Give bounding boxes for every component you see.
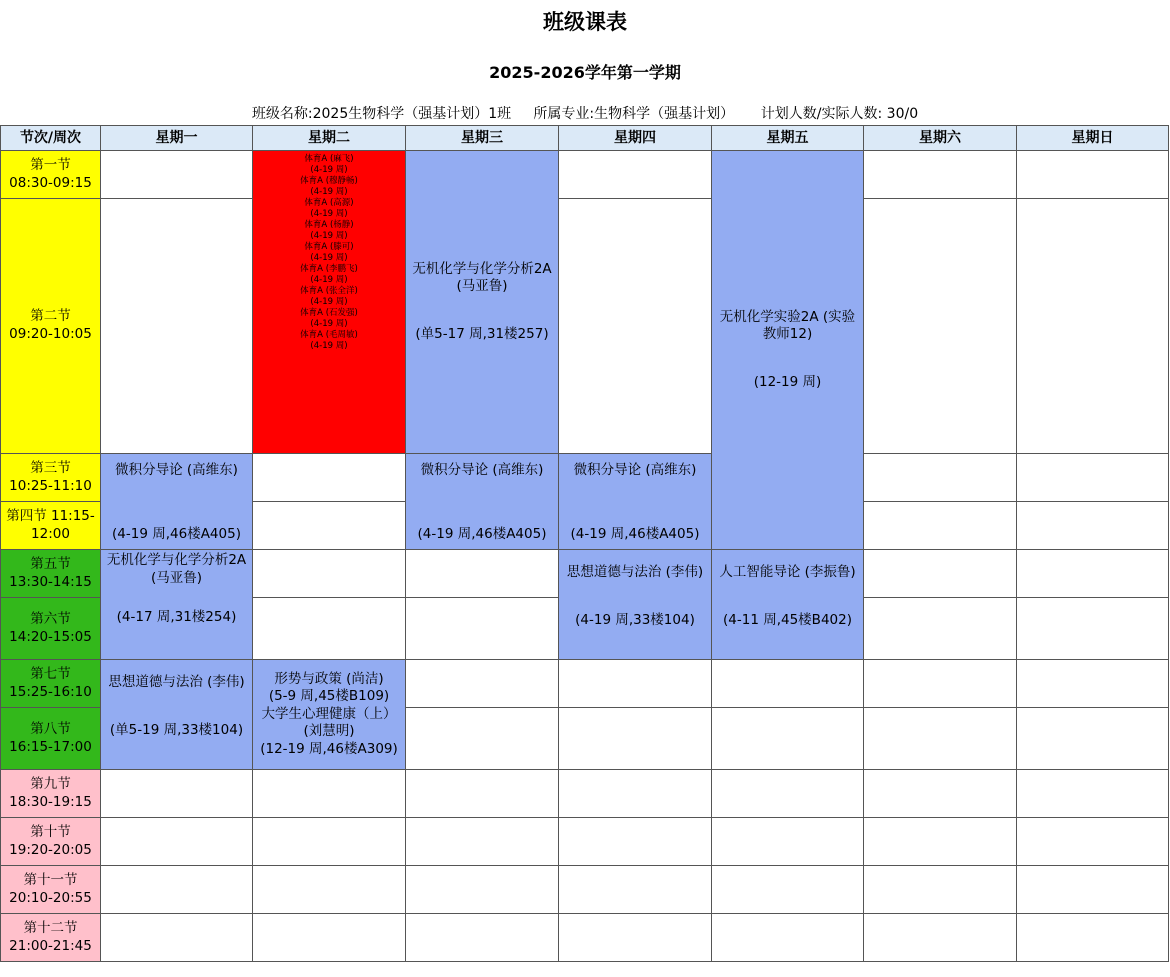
course-cell-chem[interactable] xyxy=(406,151,559,454)
empty-cell xyxy=(712,866,864,914)
course-name: 大学生心理健康（上）(刘慧明) xyxy=(261,705,397,740)
day-header-fri: 星期五 xyxy=(712,126,864,151)
period-time: 20:10-20:55 xyxy=(9,889,92,906)
course-detail: (单5-19 周,33楼104) xyxy=(109,721,244,738)
pe-entry: (4-19 周) xyxy=(310,275,348,285)
empty-cell xyxy=(559,151,712,199)
day-header-thu: 星期四 xyxy=(559,126,712,151)
empty-cell xyxy=(864,660,1017,708)
course-cell-policy-psych[interactable] xyxy=(253,660,406,770)
empty-cell xyxy=(101,199,253,454)
empty-cell xyxy=(559,866,712,914)
empty-cell xyxy=(253,770,406,818)
course-detail: (单5-17 周,31楼257) xyxy=(415,325,549,342)
empty-cell xyxy=(253,818,406,866)
empty-cell xyxy=(864,818,1017,866)
period-name: 第三节 xyxy=(30,459,71,476)
empty-cell xyxy=(1017,550,1169,598)
period-cell xyxy=(1,454,101,502)
period-row xyxy=(1,199,1169,454)
semester-title: 2025-2026学年第一学期 xyxy=(489,63,681,82)
empty-cell xyxy=(864,550,1017,598)
day-header-tue: 星期二 xyxy=(253,126,406,151)
empty-cell xyxy=(559,818,712,866)
empty-cell xyxy=(253,454,406,502)
empty-cell xyxy=(864,914,1017,962)
period-time: 09:20-10:05 xyxy=(9,326,92,342)
empty-cell xyxy=(864,770,1017,818)
course-cell-calculus[interactable] xyxy=(101,454,253,550)
day-header-sun: 星期日 xyxy=(1017,126,1169,151)
pe-entry: (4-19 周) xyxy=(310,253,348,263)
course-name: 微积分导论 (高维东) xyxy=(115,462,238,478)
empty-cell xyxy=(1017,914,1169,962)
period-time: 21:00-21:45 xyxy=(9,937,92,954)
period-row xyxy=(1,914,1169,962)
course-detail: (4-11 周,45楼B402) xyxy=(723,611,852,628)
period-cell xyxy=(1,708,101,770)
course-detail: (4-19 周,33楼104) xyxy=(575,611,695,628)
period-name: 第四节 11:15- xyxy=(6,507,95,524)
course-name: 无机化学实验2A (实验教师12) xyxy=(719,308,856,343)
empty-cell xyxy=(1017,598,1169,660)
course-name: 思想道德与法治 (李伟) xyxy=(108,674,245,690)
empty-cell xyxy=(406,770,559,818)
day-header-sat: 星期六 xyxy=(864,126,1017,151)
course-cell-moral[interactable] xyxy=(101,660,253,770)
course-name: 微积分导论 (高维东) xyxy=(573,462,697,478)
course-block xyxy=(559,462,711,543)
pe-entry: 体育A (张全洋) xyxy=(300,286,358,296)
pe-entry: (4-19 周) xyxy=(310,209,348,219)
course-detail: (4-19 周,46楼A405) xyxy=(570,525,700,542)
course-cell-pe[interactable] xyxy=(253,151,406,454)
course-detail: (4-19 周,46楼A405) xyxy=(417,525,547,542)
empty-cell xyxy=(101,818,253,866)
course-cell-chem-lab[interactable] xyxy=(712,151,864,550)
period-cell xyxy=(1,660,101,708)
period-time: 15:25-16:10 xyxy=(9,683,92,700)
period-name: 第八节 xyxy=(30,720,71,737)
period-name: 第九节 xyxy=(30,775,71,792)
pe-entry: (4-19 周) xyxy=(310,187,348,197)
course-block xyxy=(253,671,405,759)
period-name: 第五节 xyxy=(30,555,71,572)
empty-cell xyxy=(1017,151,1169,199)
empty-cell xyxy=(101,151,253,199)
period-time: 13:30-14:15 xyxy=(9,573,92,590)
empty-cell xyxy=(253,866,406,914)
empty-cell xyxy=(712,770,864,818)
empty-cell xyxy=(712,818,864,866)
period-cell xyxy=(1,818,101,866)
empty-cell xyxy=(864,598,1017,660)
period-cell xyxy=(1,598,101,660)
period-row xyxy=(1,550,1169,598)
period-name: 第十一节 xyxy=(23,871,78,888)
course-detail: (12-19 周,46楼A309) xyxy=(260,740,398,757)
pe-entry: 体育A (毛周敏) xyxy=(300,330,358,340)
pe-entry: (4-19 周) xyxy=(310,341,348,351)
course-cell-ai[interactable] xyxy=(712,550,864,660)
pe-entry: 体育A (杨静) xyxy=(304,220,354,230)
empty-cell xyxy=(1017,502,1169,550)
timetable xyxy=(0,125,1169,962)
empty-cell xyxy=(864,502,1017,550)
empty-cell xyxy=(1017,770,1169,818)
course-block xyxy=(101,462,252,543)
empty-cell xyxy=(253,598,406,660)
empty-cell xyxy=(406,708,559,770)
course-block xyxy=(559,564,711,629)
period-row xyxy=(1,818,1169,866)
period-time: 16:15-17:00 xyxy=(9,738,92,755)
empty-cell xyxy=(1017,199,1169,454)
pe-course-list xyxy=(253,151,405,352)
pe-entry: (4-19 周) xyxy=(310,319,348,329)
empty-cell xyxy=(253,914,406,962)
empty-cell xyxy=(864,454,1017,502)
empty-cell xyxy=(101,770,253,818)
empty-cell xyxy=(864,866,1017,914)
period-time: 19:20-20:05 xyxy=(9,841,92,858)
course-name: 无机化学与化学分析2A (马亚鲁) xyxy=(106,552,247,586)
course-block xyxy=(101,552,252,627)
page-title: 班级课表 xyxy=(543,10,627,34)
empty-cell xyxy=(559,770,712,818)
period-time: 14:20-15:05 xyxy=(9,628,92,645)
empty-cell xyxy=(101,914,253,962)
empty-cell xyxy=(1017,454,1169,502)
day-header-wed: 星期三 xyxy=(406,126,559,151)
empty-cell xyxy=(559,660,712,708)
empty-cell xyxy=(253,550,406,598)
period-name: 第二节 xyxy=(30,308,71,325)
period-time: 12:00 xyxy=(31,525,70,542)
header-row xyxy=(1,126,1169,151)
empty-cell xyxy=(406,550,559,598)
course-block xyxy=(712,564,863,629)
period-row xyxy=(1,454,1169,502)
course-name: 人工智能导论 (李振鲁) xyxy=(719,564,856,580)
pe-entry: 体育A (麻飞) xyxy=(304,154,354,164)
period-row xyxy=(1,866,1169,914)
course-detail: (4-17 周,31楼254) xyxy=(116,609,237,626)
empty-cell xyxy=(712,708,864,770)
course-block xyxy=(406,261,558,344)
empty-cell xyxy=(559,708,712,770)
course-block xyxy=(101,674,252,739)
period-name: 第六节 xyxy=(30,610,71,627)
period-cell xyxy=(1,770,101,818)
empty-cell xyxy=(864,708,1017,770)
course-cell-moral[interactable] xyxy=(559,550,712,660)
period-name: 第十二节 xyxy=(23,919,78,936)
course-block xyxy=(406,462,558,543)
course-detail: (5-9 周,45楼B109) xyxy=(268,688,390,705)
empty-cell xyxy=(1017,866,1169,914)
empty-cell xyxy=(864,151,1017,199)
course-cell-calculus[interactable] xyxy=(559,454,712,550)
period-name: 第七节 xyxy=(30,665,71,682)
empty-cell xyxy=(406,914,559,962)
course-detail: (12-19 周) xyxy=(753,373,822,390)
empty-cell xyxy=(101,866,253,914)
period-name: 第一节 xyxy=(30,156,71,173)
pe-entry: 体育A (石发强) xyxy=(300,308,358,318)
period-cell xyxy=(1,199,101,454)
pe-entry: (4-19 周) xyxy=(310,297,348,307)
empty-cell xyxy=(864,199,1017,454)
period-cell xyxy=(1,550,101,598)
pe-entry: 体育A (高源) xyxy=(304,198,354,208)
pe-entry: 体育A (李鹏飞) xyxy=(300,264,358,274)
empty-cell xyxy=(712,914,864,962)
course-cell-calculus[interactable] xyxy=(406,454,559,550)
class-info: 班级名称:2025生物科学（强基计划）1班 所属专业:生物科学（强基计划） 计划人数/实际人数: 30/0 xyxy=(251,106,919,122)
empty-cell xyxy=(406,818,559,866)
period-time: 18:30-19:15 xyxy=(9,793,92,810)
empty-cell xyxy=(559,914,712,962)
period-row xyxy=(1,151,1169,199)
empty-cell xyxy=(406,866,559,914)
pe-entry: (4-19 周) xyxy=(310,165,348,175)
empty-cell xyxy=(406,598,559,660)
period-cell xyxy=(1,151,101,199)
period-cell xyxy=(1,866,101,914)
empty-cell xyxy=(406,660,559,708)
pe-entry: (4-19 周) xyxy=(310,231,348,241)
empty-cell xyxy=(1017,660,1169,708)
period-cell xyxy=(1,502,101,550)
period-cell xyxy=(1,914,101,962)
corner-header: 节次/周次 xyxy=(1,126,101,151)
empty-cell xyxy=(253,502,406,550)
period-time: 08:30-09:15 xyxy=(9,174,92,191)
course-cell-chem[interactable] xyxy=(101,550,253,660)
period-row xyxy=(1,770,1169,818)
course-name: 无机化学与化学分析2A (马亚鲁) xyxy=(412,260,552,295)
course-name: 形势与政策 (尚洁) xyxy=(274,670,384,687)
empty-cell xyxy=(1017,708,1169,770)
pe-entry: 体育A (穆静畅) xyxy=(300,176,358,186)
course-detail: (4-19 周,46楼A405) xyxy=(112,525,241,542)
period-time: 10:25-11:10 xyxy=(9,477,92,494)
period-row xyxy=(1,660,1169,708)
empty-cell xyxy=(1017,818,1169,866)
course-name: 思想道德与法治 (李伟) xyxy=(566,564,704,580)
course-block xyxy=(712,309,863,392)
period-name: 第十节 xyxy=(30,823,71,840)
day-header-mon: 星期一 xyxy=(101,126,253,151)
pe-entry: 体育A (滕可) xyxy=(304,242,354,252)
empty-cell xyxy=(712,660,864,708)
empty-cell xyxy=(559,199,712,454)
course-name: 微积分导论 (高维东) xyxy=(420,462,544,478)
